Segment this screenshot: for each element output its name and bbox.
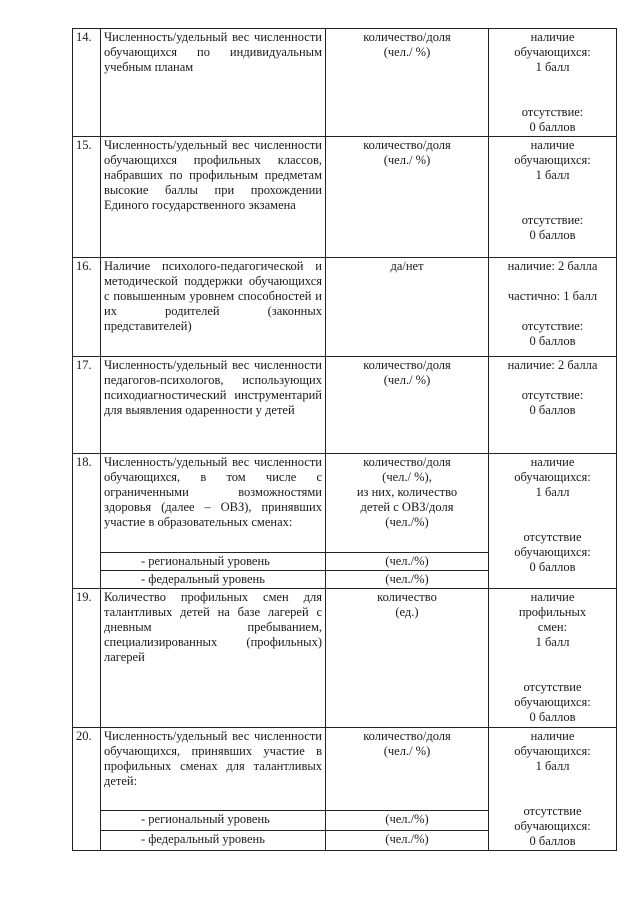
- score-line: [492, 304, 613, 319]
- table-row: [73, 728, 617, 811]
- score-line: наличие: [530, 590, 575, 604]
- score-line: 1 балл: [535, 635, 570, 649]
- score-line: 1 балл: [535, 485, 570, 499]
- score-cell: [489, 29, 617, 137]
- indicator-text: Количество профильных смен для талантливых детей на базе лагерей с дневным пребыванием, специализированных (профильных) лагерей: [101, 589, 326, 728]
- row-number: 20.: [73, 728, 101, 851]
- unit-line: (ед.): [395, 605, 419, 619]
- unit-cell: [326, 454, 489, 553]
- unit-line: количество/доля: [363, 358, 451, 372]
- score-line: обучающихся:: [514, 545, 591, 559]
- unit-line: количество/доля: [363, 455, 451, 469]
- row-number: 15.: [73, 137, 101, 258]
- score-line: [492, 183, 613, 213]
- unit-cell: [326, 258, 489, 357]
- indicator-text: Численность/удельный вес численности обучающихся, принявших участие в профильных сменах для талантливых детей:: [101, 728, 326, 811]
- score-line: 0 баллов: [529, 228, 576, 242]
- score-cell: [489, 137, 617, 258]
- score-line: отсутствие:: [521, 213, 584, 227]
- score-cell: [489, 258, 617, 357]
- unit-line: детей с ОВЗ/доля: [360, 500, 454, 514]
- score-line: [492, 75, 613, 105]
- score-line: [492, 774, 613, 804]
- sub-indicator-regional: - региональный уровень: [101, 811, 326, 831]
- sub-unit-federal: (чел./%): [326, 831, 489, 851]
- score-line: обучающихся:: [514, 470, 591, 484]
- score-line: наличие: [530, 455, 575, 469]
- sub-unit-regional: (чел./%): [326, 553, 489, 571]
- score-cell: [489, 728, 617, 851]
- indicator-text: Численность/удельный вес численности обучающихся, в том числе с ограниченными возможностями здоровья (далее – ОВЗ), принявших участие в образовательных сменах:: [101, 454, 326, 553]
- sub-unit-federal: (чел./%): [326, 571, 489, 589]
- score-line: отсутствие: [523, 530, 582, 544]
- sub-unit-regional: (чел./%): [326, 811, 489, 831]
- score-line: отсутствие:: [521, 105, 584, 119]
- score-line: обучающихся:: [514, 45, 591, 59]
- sub-indicator-federal: - федеральный уровень: [101, 571, 326, 589]
- unit-line: количество/доля: [363, 729, 451, 743]
- score-line: обучающихся:: [514, 695, 591, 709]
- score-line: 0 баллов: [529, 560, 576, 574]
- score-line: [492, 274, 613, 289]
- row-number: 19.: [73, 589, 101, 728]
- table-row: [73, 137, 617, 258]
- unit-line: да/нет: [390, 259, 424, 273]
- unit-line: количество/доля: [363, 30, 451, 44]
- score-line: 0 баллов: [529, 334, 576, 348]
- unit-line: из них, количество: [356, 485, 458, 499]
- score-line: обучающихся:: [514, 744, 591, 758]
- score-line: обучающихся:: [514, 819, 591, 833]
- unit-cell: [326, 357, 489, 454]
- score-line: 1 балл: [535, 60, 570, 74]
- score-line: наличие: 2 балла: [507, 358, 598, 372]
- score-line: частично: 1 балл: [507, 289, 598, 303]
- score-line: 0 баллов: [529, 403, 576, 417]
- unit-line: (чел./%): [385, 515, 429, 529]
- row-number: 18.: [73, 454, 101, 589]
- score-line: смен:: [537, 620, 568, 634]
- sub-indicator-regional: - региональный уровень: [101, 553, 326, 571]
- indicator-text: Наличие психолого-педагогической и методической поддержки обучающихся с повышенным уровнем способностей и их родителей (законных представителей): [101, 258, 326, 357]
- indicator-text: Численность/удельный вес численности обучающихся профильных классов, набравших по профильным предметам высокие баллы при прохождении Единого государственного экзамена: [101, 137, 326, 258]
- score-cell: [489, 589, 617, 728]
- sub-indicator-federal: - федеральный уровень: [101, 831, 326, 851]
- table-row: [73, 589, 617, 728]
- row-number: 14.: [73, 29, 101, 137]
- criteria-table: [72, 28, 617, 851]
- score-line: наличие: 2 балла: [507, 259, 598, 273]
- score-line: профильных: [518, 605, 587, 619]
- table-row: [73, 357, 617, 454]
- indicator-text: Численность/удельный вес численности обучающихся по индивидуальным учебным планам: [101, 29, 326, 137]
- unit-cell: [326, 137, 489, 258]
- score-line: [492, 500, 613, 530]
- score-line: наличие: [530, 30, 575, 44]
- unit-line: (чел./ %): [383, 45, 431, 59]
- score-line: [492, 650, 613, 680]
- row-number: 16.: [73, 258, 101, 357]
- unit-cell: [326, 589, 489, 728]
- score-line: отсутствие: [523, 680, 582, 694]
- score-line: 0 баллов: [529, 834, 576, 848]
- table-row: [73, 29, 617, 137]
- score-line: обучающихся:: [514, 153, 591, 167]
- score-line: 0 баллов: [529, 120, 576, 134]
- unit-line: (чел./ %): [383, 744, 431, 758]
- unit-line: количество/доля: [363, 138, 451, 152]
- score-line: отсутствие:: [521, 319, 584, 333]
- score-line: 1 балл: [535, 168, 570, 182]
- unit-cell: [326, 728, 489, 811]
- score-line: отсутствие: [523, 804, 582, 818]
- score-line: [492, 373, 613, 388]
- unit-cell: [326, 29, 489, 137]
- unit-line: (чел./ %): [383, 373, 431, 387]
- unit-line: (чел./ %): [383, 153, 431, 167]
- table-row: [73, 258, 617, 357]
- score-line: 1 балл: [535, 759, 570, 773]
- table-row: [73, 454, 617, 553]
- score-line: наличие: [530, 138, 575, 152]
- unit-line: (чел./ %),: [382, 470, 432, 484]
- score-line: отсутствие:: [521, 388, 584, 402]
- unit-line: количество: [377, 590, 437, 604]
- score-line: 0 баллов: [529, 710, 576, 724]
- score-cell: [489, 357, 617, 454]
- indicator-text: Численность/удельный вес численности педагогов-психологов, использующих психодиагностический инструментарий для выявления одаренности у детей: [101, 357, 326, 454]
- score-line: наличие: [530, 729, 575, 743]
- score-cell: [489, 454, 617, 589]
- row-number: 17.: [73, 357, 101, 454]
